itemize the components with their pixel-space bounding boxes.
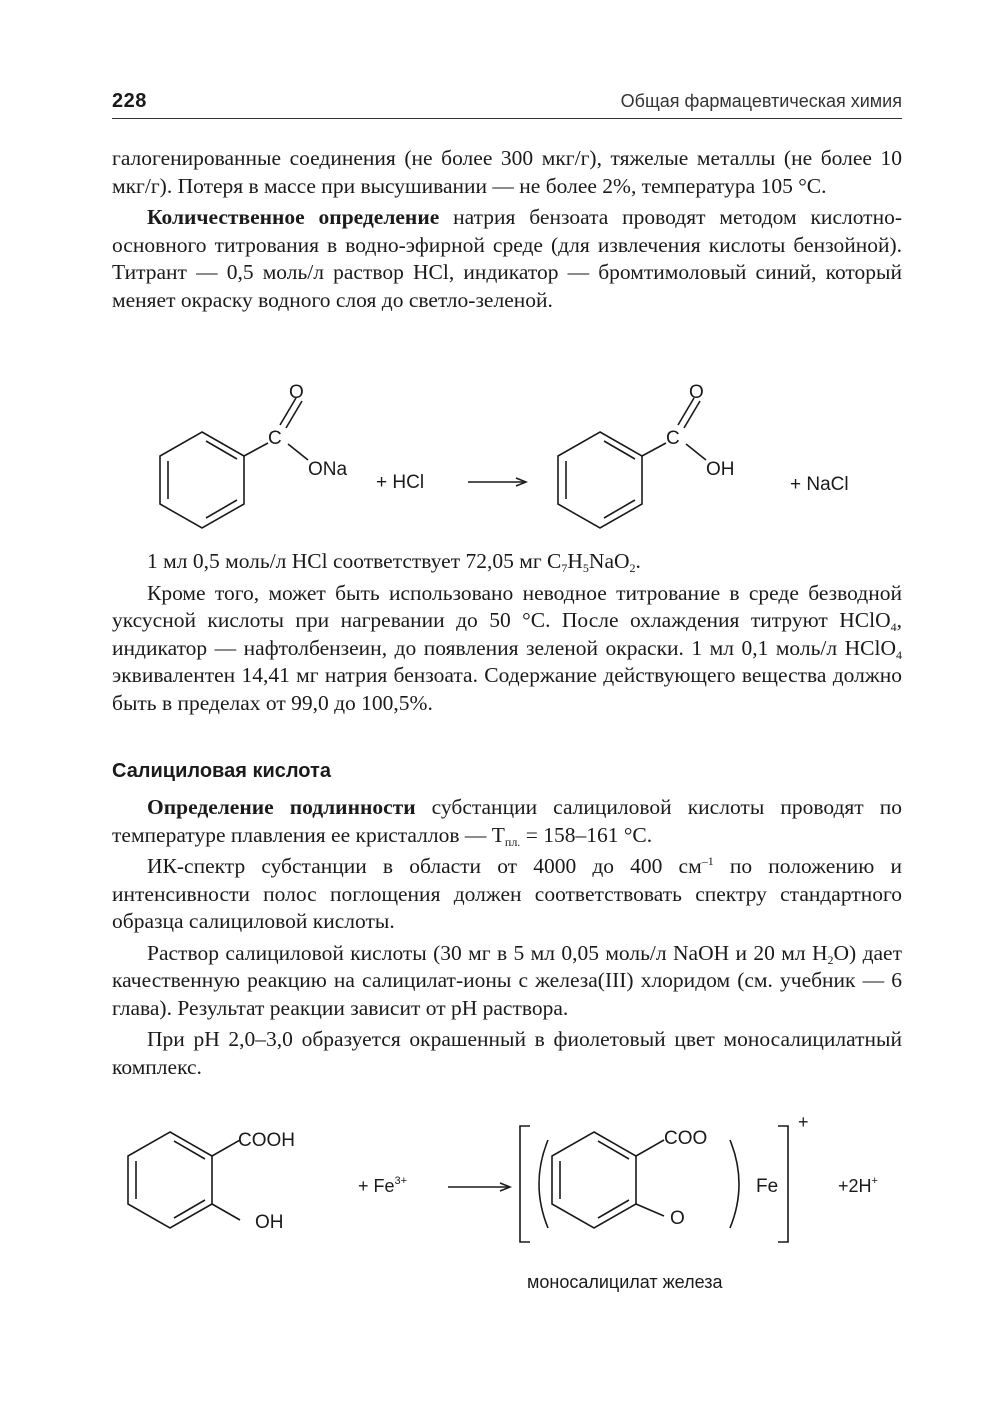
benzoic-acid-structure xyxy=(558,382,735,528)
paragraph-assay xyxy=(112,204,902,314)
paragraph-equivalent xyxy=(112,548,902,576)
complex-caption: моносалицилат железа xyxy=(527,1272,723,1292)
text-block-2 xyxy=(112,548,902,721)
aromatic-bond-5 xyxy=(604,500,635,518)
o-bond xyxy=(636,1204,664,1216)
plus-fe-label: + $Fe^{3+}$ xyxy=(358,1175,408,1196)
ir-superscript: –1 xyxy=(701,854,714,868)
carbon-ona-bond xyxy=(288,444,308,460)
page-header xyxy=(112,88,902,119)
melting-subscript: пл. xyxy=(504,834,521,849)
subscript-7: 7 xyxy=(561,561,568,575)
ir-text-b: по положению и интенсивности полос поглощения должен соответствовать спектру стандартного образца салициловой кислоты. xyxy=(112,854,903,933)
water-subscript: 2 xyxy=(827,952,834,967)
coo-label: COO xyxy=(664,1128,708,1149)
aromatic-bond-2 xyxy=(206,500,237,518)
paragraph-ir-spectrum xyxy=(112,853,902,936)
paragraph-identification xyxy=(112,794,902,849)
ring-to-carbon-bond-2 xyxy=(642,443,666,456)
iron-complex-structure xyxy=(520,1112,809,1242)
cooh-label: COOH xyxy=(238,1130,295,1151)
carbon-label: C xyxy=(268,428,282,449)
right-parenthesis xyxy=(730,1140,739,1228)
left-square-bracket xyxy=(520,1126,530,1242)
subscript-4a: 4 xyxy=(890,620,897,634)
identification-text-a: субстанции салициловой кислоты проводят по температуре плавления ее кристаллов — Т xyxy=(112,795,902,847)
text-block-3 xyxy=(112,794,902,1085)
right-square-bracket xyxy=(778,1126,788,1242)
text-block-1 xyxy=(112,145,902,318)
paragraph-impurities: галогенированные соединения (не более 300 мкг/г), тяжелые металлы (не более 10 мкг/г). Потеря в массе при высушивании — не более 2%, температура 105 °С. xyxy=(112,146,902,198)
plus-nacl-label: + NaCl xyxy=(790,474,849,495)
formula-nao: NaO xyxy=(588,549,630,573)
assay-term: Количественное определение xyxy=(147,205,440,229)
section-heading: Салициловая кислота xyxy=(112,760,331,782)
formula-end: . xyxy=(635,549,641,573)
salicylic-aromatic-2 xyxy=(174,1200,205,1218)
nonaqueous-text-b: , индикатор — нафтолбензеин, до появления зеленой окраски. 1 мл 0,1 моль/л HClO xyxy=(112,608,902,660)
complex-ring xyxy=(552,1132,636,1228)
carbonyl-bond-b xyxy=(286,401,302,428)
oxygen-label: O xyxy=(289,382,304,403)
plus-hcl-label: + HCl xyxy=(376,472,425,493)
reaction-benzoate-scheme xyxy=(140,378,900,548)
coo-bond xyxy=(636,1140,664,1156)
ir-text-a: ИК-спектр субстанции в области от 4000 до 400 см xyxy=(147,854,702,878)
formula-h: H xyxy=(567,549,583,573)
fe-label: Fe xyxy=(756,1176,779,1197)
ona-label: ONa xyxy=(308,459,348,480)
oxygen-label-2: O xyxy=(689,382,704,403)
oh-label: OH xyxy=(706,459,735,480)
assay-text: натрия бензоата проводят методом кислотно-основного титрования в водно-эфирной среде (для извлечения кислоты бензойной). Титрант — 0,5 моль/л раствор HCl, индикатор — бромтимоловый синий, который меняет окраску водного слоя до светло-зеленой. xyxy=(112,205,902,312)
nonaqueous-text-c: эквивалентен 14,41 мг натрия бензоата. Содержание действующего вещества должно быть в пределах от 99,0 до 100,5%. xyxy=(112,663,902,715)
complex-aromatic-2 xyxy=(598,1200,629,1218)
solution-text-a: Раствор салициловой кислоты (30 мг в 5 мл 0,05 моль/л NaOH и 20 мл H xyxy=(147,940,828,965)
running-title: Общая фармацевтическая химия xyxy=(620,91,902,111)
salicylic-oh-label: OH xyxy=(255,1212,284,1233)
identification-text-b: = 158–161 °С. xyxy=(520,822,653,847)
salicylic-acid-structure xyxy=(128,1130,295,1233)
reaction-salicylate-scheme xyxy=(110,1110,910,1260)
paragraph-solution xyxy=(112,940,902,1023)
benzene-ring-left xyxy=(160,432,244,528)
subscript-5: 5 xyxy=(582,561,589,575)
benzene-ring-right xyxy=(558,432,642,528)
equivalent-text: 1 мл 0,5 моль/л HCl соответствует 72,05 мг C xyxy=(147,549,562,573)
carbon-oh-bond xyxy=(686,444,706,460)
oh-bond xyxy=(212,1204,240,1220)
solution-text-b: O) дает качественную реакцию на салицилат-ионы с железа(III) хлоридом (см. учебник — 6 глава). Результат реакции зависит от pH раствора. xyxy=(112,940,902,1020)
paragraph-nonaqueous xyxy=(112,580,902,718)
sodium-benzoate-structure xyxy=(160,382,348,528)
cooh-bond xyxy=(212,1140,240,1156)
plus-h-label: +2H+ xyxy=(838,1175,878,1196)
paragraph-complex: При pH 2,0–3,0 образуется окрашенный в фиолетовый цвет моносалицилатный комплекс. xyxy=(112,1027,902,1079)
carbonyl-bond-d xyxy=(684,401,700,428)
salicylic-ring xyxy=(128,1132,212,1228)
nonaqueous-text-a: Кроме того, может быть использовано неводное титрование в среде безводной уксусной кислоты при нагревании до 50 °С. После охлаждения титруют HClO xyxy=(112,580,902,632)
complex-charge: + xyxy=(798,1112,809,1132)
complex-o-label: O xyxy=(670,1208,685,1229)
subscript-2: 2 xyxy=(629,561,636,575)
carbon-label-2: C xyxy=(666,428,680,449)
ring-to-carbon-bond xyxy=(244,443,268,456)
identification-term: Определение подлинности xyxy=(147,795,416,819)
left-parenthesis xyxy=(539,1140,548,1228)
subscript-4b: 4 xyxy=(896,647,902,662)
page-number: 228 xyxy=(112,90,147,112)
